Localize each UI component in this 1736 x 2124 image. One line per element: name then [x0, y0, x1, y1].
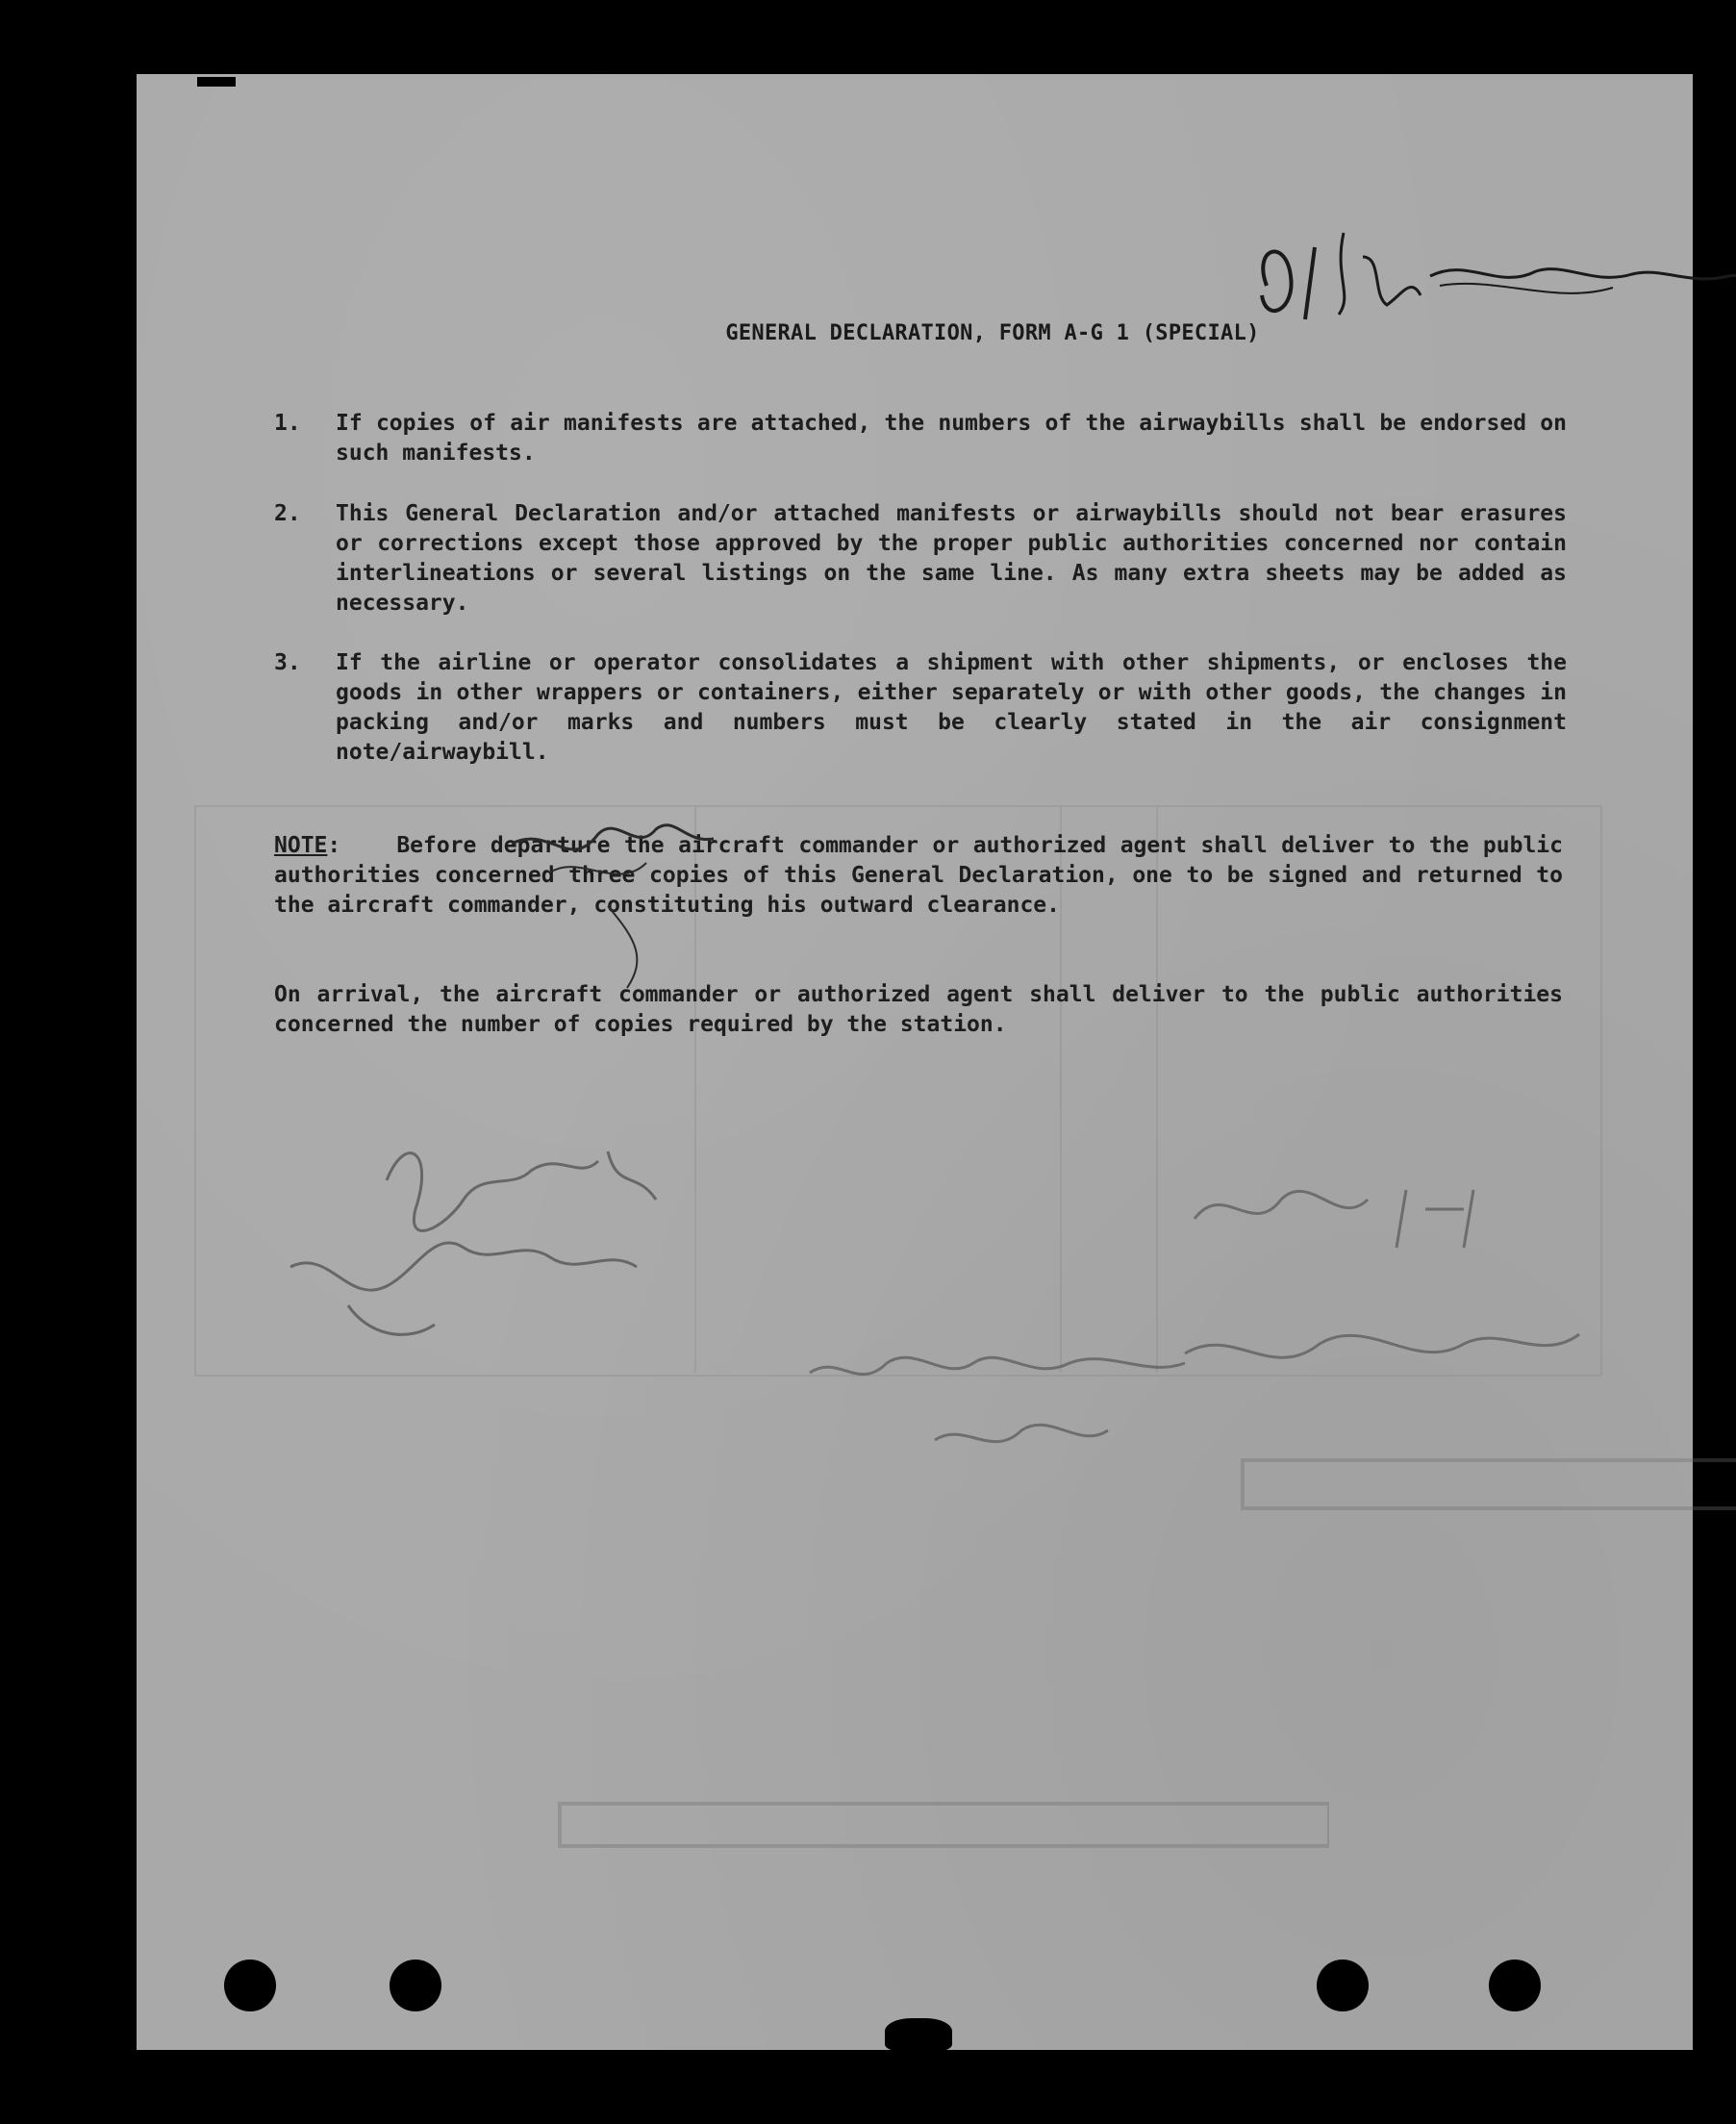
item-number: 1. [274, 411, 301, 436]
note-text: Before departure the aircraft commander or authorized agent shall deliver to the public authorities concerned three copies of this General Declaration, one to be signed and returned to the aircraft commander, constituting his outward clearance. [274, 833, 1563, 918]
faint-handwriting [1175, 1161, 1637, 1411]
item-text: If copies of air manifests are attached, the numbers of the airwaybills shall be endorsed on such manifests. [336, 411, 1567, 466]
edge-tear [885, 2018, 952, 2051]
faint-handwriting [800, 1334, 1204, 1488]
handwritten-signature [1247, 218, 1736, 334]
item-text: If the airline or operator consolidates a shipment with other shipments, or encloses the goods in other wrappers or containers, either separately or with other goods, the changes in packing and/or marks and numbers must be clearly stated in the air consignment note/airwaybill. [336, 650, 1567, 765]
item-number: 2. [274, 501, 301, 526]
ghost-heading-mark [1223, 1451, 1736, 1518]
note-separator: : [327, 833, 341, 858]
document-page [137, 74, 1693, 2050]
hole-punch [390, 1960, 441, 2011]
item-text: This General Declaration and/or attached manifests or airwaybills should not bear erasures or corrections except those approved by the proper public authorities concerned nor contain interlineations or several listings on the same line. As many extra sheets may be added as necessary. [336, 501, 1567, 616]
hole-punch [1489, 1960, 1541, 2011]
item-number: 3. [274, 650, 301, 675]
hole-punch [224, 1960, 276, 2011]
note-paragraph [274, 831, 1563, 921]
ghost-heading [541, 1796, 1329, 1858]
note-label: NOTE [274, 833, 328, 858]
arrival-paragraph: On arrival, the aircraft commander or authorized agent shall deliver to the public authorities concerned the number of copies required by the station. [274, 982, 1563, 1037]
handwritten-overwrite [492, 815, 858, 1017]
faint-handwriting [271, 1113, 685, 1363]
form-title: GENERAL DECLARATION, FORM A-G 1 (SPECIAL) [725, 321, 1260, 345]
hole-punch [1317, 1960, 1369, 2011]
edge-tear [197, 77, 236, 87]
bleed-through [137, 74, 1693, 2050]
ghost-heading-mark [541, 1796, 1329, 1854]
ghost-heading [1223, 1450, 1736, 1536]
